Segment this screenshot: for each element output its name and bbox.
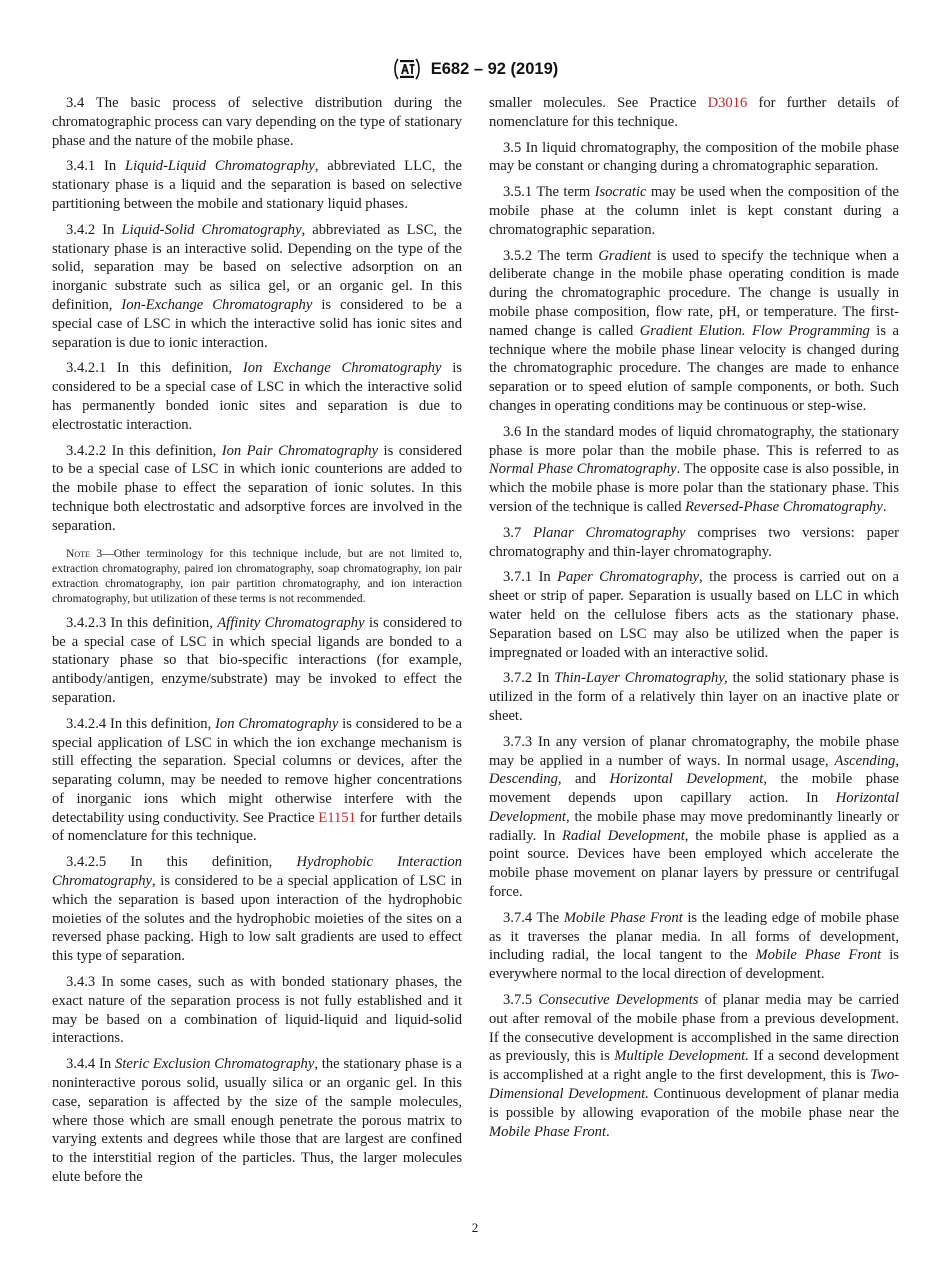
- section-3-4-2-2: 3.4.2.2 In this definition, Ion Pair Chromatography is considered to be a special case of LSC in which ionic counterions are added to the mobile phase to effect the separation of ionic solutes. In this technique both electrostatic and adsorptive forces are involved in the separation.: [52, 442, 462, 534]
- page-header: [0, 56, 950, 82]
- section-3-4-2-1: 3.4.2.1 In this definition, Ion Exchange Chromatography is considered to be a special case of LSC in which the interactive solid has permanently bonded ionic sites and separation is due to electrostatic interaction.: [52, 360, 462, 433]
- section-3-7-1: 3.7.1 In Paper Chromatography, the process is carried out on a sheet or strip of paper. Separation is usually based on LLC in which water held on the cellulose fibers acts as the stationary phase. Separation based on LSC may also be utilized when the paper is impregnated or loaded with an interactive solid.: [489, 569, 899, 661]
- astm-logo-icon: [392, 56, 422, 82]
- right-column: [489, 94, 899, 1141]
- section-3-7-3: 3.7.3 In any version of planar chromatography, the mobile phase may be applied in a number of ways. In normal usage, Ascending, Descending, and Horizontal Development, the mobile phase movement depends upon capillary action. In Horizontal Development, the mobile phase may move predominantly linearly or radially. In Radial Development, the mobile phase is applied as a point source. Devices have been employed which accelerate the mobile phase movement on planar layers by pressure or centrifugal force.: [489, 733, 899, 901]
- section-3-7-4: 3.7.4 The Mobile Phase Front is the leading edge of mobile phase as it traverses the planar media. In all forms of development, including radial, the local tangent to the Mobile Phase Front is everywhere normal to the local direction of development.: [489, 909, 899, 983]
- page-number: 2: [471, 1220, 479, 1235]
- section-3-4-2-5: 3.4.2.5 In this definition, Hydrophobic Interaction Chromatography, is considered to be a special application of LSC in which the separation is based upon interaction of the hydrophobic moieties of the solutes and the hydrophobic moieties of the sites on a reversed phase packing. High to low salt gradients are used to effect this type of separation.: [52, 854, 462, 965]
- section-3-4-3: 3.4.3 In some cases, such as with bonded stationary phases, the exact nature of the separation process is not fully established and it may be based on a combination of liquid-liquid and liquid-solid interactions.: [52, 974, 462, 1047]
- section-3-7-5: 3.7.5 Consecutive Developments of planar media may be carried out after removal of the mobile phase from a previous development. If the consecutive development is accomplished in the same direction as previously, this is Multiple Development. If a second development is accomplished at a right angle to the first development, this is Two-Dimensional Development. Continuous development of planar media is possible by allowing evaporation of the mobile phase near the Mobile Phase Front.: [489, 992, 899, 1140]
- link-e1151[interactable]: E1151: [318, 809, 356, 826]
- section-3-5: 3.5 In liquid chromatography, the composition of the mobile phase may be constant or changing during a chromatographic separation.: [489, 139, 899, 175]
- section-3-4: 3.4 The basic process of selective distribution during the chromatographic process can vary depending on the type of stationary phase and the nature of the mobile phase.: [52, 95, 462, 149]
- note-3: Note 3—Other terminology for this technique include, but are not limited to, extraction chromatography, paired ion chromatography, soap chromatography, ion pair extraction chromatography, ion pair partition chromatography, and ion interaction chromatography, but utilization of these terms is not recommended.: [52, 546, 462, 606]
- section-3-5-2: 3.5.2 The term Gradient is used to specify the technique when a deliberate change in the mobile phase operating condition is made during the chromatographic procedure. The change is usually in mobile phase composition, flow rate, pH, or temperature. The first-named change is called Gradient Elution. Flow Programming is a technique where the mobile phase linear velocity is changed during the chromatographic procedure. The changes are made to enhance separation or to speed elution of sample components, or both. Such changes in operating conditions may be continuous or step-wise.: [489, 247, 899, 414]
- section-3-4-4-continued: smaller molecules. See Practice D3016 for further details of nomenclature for this technique.: [489, 95, 899, 130]
- section-3-6: 3.6 In the standard modes of liquid chromatography, the stationary phase is more polar than the mobile phase. This is referred to as Normal Phase Chromatography. The opposite case is also possible, in which the mobile phase is more polar than the stationary phase. This version of the technique is called Reversed-Phase Chromatography.: [489, 423, 899, 515]
- section-3-4-1: 3.4.1 In Liquid-Liquid Chromatography, abbreviated LLC, the stationary phase is a liquid and the separation is based on selective partitioning between the mobile and stationary liquid phases.: [52, 158, 462, 212]
- section-3-5-1: 3.5.1 The term Isocratic may be used when the composition of the mobile phase at the column inlet is kept constant during a chromatographic separation.: [489, 184, 899, 238]
- section-3-4-2-3: 3.4.2.3 In this definition, Affinity Chromatography is considered to be a special case of LSC in which special ligands are bonded to a stationary phase so that bio-specific interactions (for example, antibody/antigen, enzyme/substrate) may be invoked to effect the separation.: [52, 614, 462, 706]
- left-column: [52, 94, 462, 1187]
- document-designation: E682 – 92 (2019): [430, 59, 559, 78]
- section-3-4-2-4: 3.4.2.4 In this definition, Ion Chromatography is considered to be a special application of LSC in which the ion exchange mechanism is still effecting the separation. Special columns or devices, after the separating column, may be needed to remove higher concentrations of inorganic ions which might otherwise interfere with the detectability using conductivity. See Practice E1151 for further details of nomenclature for this technique.: [52, 715, 462, 845]
- link-d3016[interactable]: D3016: [707, 95, 748, 111]
- section-3-4-4: 3.4.4 In Steric Exclusion Chromatography, the stationary phase is a noninteractive porous solid, usually silica or an organic gel. In this case, separation is affected by the size of the sample molecules, where those which are small enough penetrate the porous matrix to varying extents and degrees while those that are largest are confined to the interstitial region of the particles. Thus, the larger molecules elute before the: [52, 1056, 462, 1186]
- section-3-7-2: 3.7.2 In Thin-Layer Chromatography, the solid stationary phase is utilized in the form of a relatively thin layer on an inactive plate or sheet.: [489, 670, 899, 724]
- section-3-7: 3.7 Planar Chromatography comprises two versions: paper chromatography and thin-layer chromatography.: [489, 524, 900, 560]
- section-3-4-2: 3.4.2 In Liquid-Solid Chromatography, abbreviated as LSC, the stationary phase is an interactive solid. Depending on the type of the solid, separation may be based on selective adsorption on an inorganic substrate such as silica gel, or an organic gel. In this definition, Ion-Exchange Chromatography is considered to be a special case of LSC in which the interactive solid has ionic sites and separation is due to ionic interaction.: [52, 221, 462, 351]
